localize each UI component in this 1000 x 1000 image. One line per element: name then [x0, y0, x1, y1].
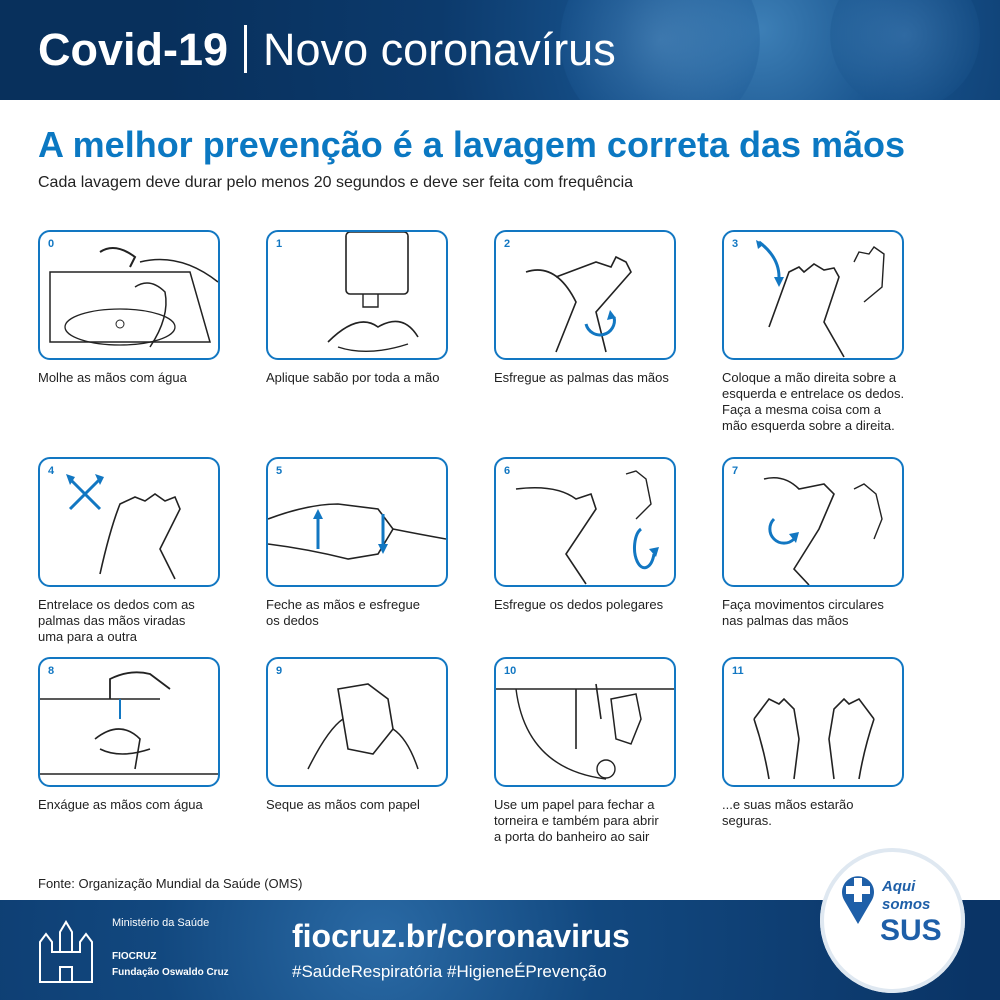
- step-caption: Esfregue as palmas das mãos: [494, 370, 669, 385]
- step-caption: ...e suas mãos estarão seguras.: [722, 797, 854, 828]
- virus-decoration: [830, 0, 980, 100]
- step-illustration: [494, 657, 676, 787]
- step-caption: Faça movimentos circulares nas palmas das mãos: [722, 597, 884, 628]
- headline: A melhor prevenção é a lavagem correta das mãos: [38, 124, 906, 165]
- circular-palm-icon: [724, 459, 902, 585]
- fiocruz-label: FIOCRUZ: [112, 951, 157, 962]
- source-note: Fonte: Organização Mundial da Saúde (OMS): [38, 876, 303, 891]
- step-caption: Enxágue as mãos com água: [38, 797, 203, 812]
- step-number: 1: [276, 238, 283, 250]
- rub-fingers-icon: [268, 459, 446, 585]
- title-divider: [244, 25, 247, 73]
- interlace-back-icon: [724, 232, 902, 358]
- step-11: [722, 657, 906, 829]
- step-illustration: [38, 230, 220, 360]
- close-tap-icon: [496, 659, 674, 785]
- step-illustration: [722, 230, 904, 360]
- step-number: 5: [276, 465, 283, 477]
- sus-line-1: Aqui: [882, 878, 916, 895]
- step-illustration: [494, 230, 676, 360]
- step-caption: Seque as mãos com papel: [266, 797, 420, 812]
- step-illustration: [38, 457, 220, 587]
- health-cross-pin-icon: [838, 870, 878, 926]
- step-number: 10: [504, 665, 517, 677]
- rinse-hands-icon: [40, 659, 218, 785]
- step-10: [494, 657, 678, 845]
- step-caption: Feche as mãos e esfregue os dedos: [266, 597, 420, 628]
- step-caption: Esfregue os dedos polegares: [494, 597, 664, 612]
- step-caption: Molhe as mãos com água: [38, 370, 187, 385]
- website-link[interactable]: fiocruz.br/coronavirus: [292, 918, 630, 954]
- page-title: [38, 22, 616, 78]
- step-illustration: [38, 657, 220, 787]
- step-number: 9: [276, 665, 283, 677]
- step-0: [38, 230, 222, 386]
- ministry-label: Ministério da Saúde: [112, 917, 210, 929]
- step-number: 0: [48, 238, 55, 250]
- step-3: [722, 230, 906, 434]
- hashtags: #SaúdeRespiratória #HigieneÉPrevenção: [292, 962, 607, 981]
- sus-line-3: SUS: [880, 914, 942, 947]
- wet-hands-icon: [40, 232, 218, 358]
- step-4: [38, 457, 222, 645]
- step-illustration: [722, 457, 904, 587]
- title-bold: Covid-19: [38, 24, 229, 75]
- header-banner: [0, 0, 1000, 100]
- step-number: 4: [48, 465, 55, 477]
- subheadline: Cada lavagem deve durar pelo menos 20 segundos e deve ser feita com frequência: [38, 174, 634, 191]
- step-8: [38, 657, 222, 813]
- step-illustration: [722, 657, 904, 787]
- fiocruz-castle-icon: [34, 912, 98, 984]
- sus-badge: [820, 848, 965, 993]
- rub-thumbs-icon: [496, 459, 674, 585]
- step-illustration: [266, 230, 448, 360]
- step-illustration: [494, 457, 676, 587]
- step-number: 6: [504, 465, 511, 477]
- step-1: [266, 230, 450, 386]
- sus-line-2: somos: [882, 896, 931, 913]
- step-caption: Coloque a mão direita sobre a esquerda e entrelace os dedos. Faça a mesma coisa com a mão esquerda sobre a direita.: [722, 370, 905, 433]
- step-caption: Use um papel para fechar a torneira e também para abrir a porta do banheiro ao sair: [494, 797, 659, 844]
- dry-hands-icon: [268, 659, 446, 785]
- title-rest: Novo coronavírus: [263, 24, 616, 75]
- step-illustration: [266, 457, 448, 587]
- step-9: [266, 657, 450, 813]
- step-number: 8: [48, 665, 55, 677]
- rub-palms-icon: [496, 232, 674, 358]
- step-caption: Aplique sabão por toda a mão: [266, 370, 440, 385]
- step-6: [494, 457, 678, 613]
- soap-dispenser-icon: [268, 232, 446, 358]
- fiocruz-full-label: Fundação Oswaldo Cruz: [112, 967, 229, 978]
- step-2: [494, 230, 678, 386]
- step-number: 7: [732, 465, 739, 477]
- step-number: 11: [732, 665, 744, 677]
- step-5: [266, 457, 450, 629]
- step-number: 3: [732, 238, 739, 250]
- step-caption: Entrelace os dedos com as palmas das mãos viradas uma para a outra: [38, 597, 195, 644]
- step-7: [722, 457, 906, 629]
- step-number: 2: [504, 238, 511, 250]
- step-illustration: [266, 657, 448, 787]
- clean-hands-icon: [724, 659, 902, 785]
- interlace-palms-icon: [40, 459, 218, 585]
